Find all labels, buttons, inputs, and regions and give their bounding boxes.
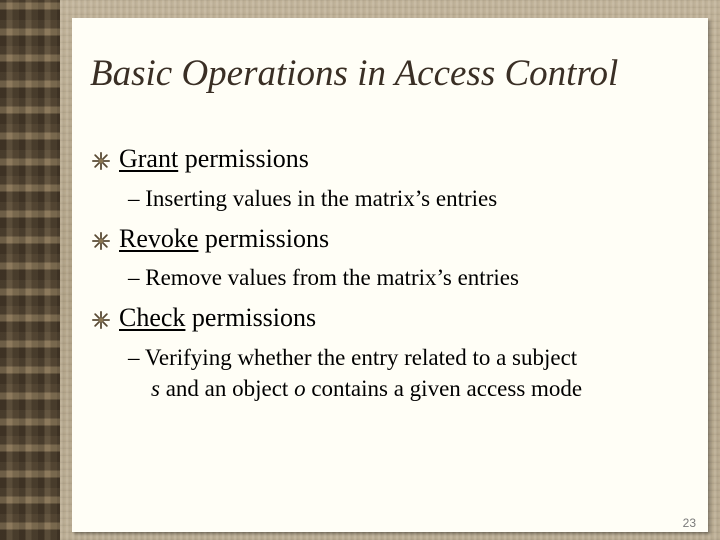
bullet-text: [119, 224, 329, 254]
sub-bullet: – Inserting values in the matrix’s entries: [128, 186, 498, 211]
bullet-rest: permissions: [178, 144, 309, 173]
sub-bullet: – Remove values from the matrix’s entries: [128, 265, 519, 290]
bullet-keyword: Revoke: [119, 224, 199, 253]
decorative-border: [0, 0, 60, 540]
sub-bullet: – Verifying whether the entry related to a subject: [128, 345, 578, 370]
slide-title: Basic Operations in Access Control: [90, 53, 619, 94]
starburst-bullet-icon: [92, 232, 110, 250]
sub-bullet-continuation: [151, 373, 582, 404]
bullet-rest: permissions: [198, 224, 330, 253]
bullet-rest: permissions: [185, 303, 317, 332]
bullet-keyword: Grant: [119, 144, 179, 173]
bullet-keyword: Check: [119, 303, 186, 332]
page-number: 23: [682, 516, 696, 530]
starburst-bullet-icon: [92, 152, 110, 170]
sub-bullet-text: s and an object o contains a given access mode: [151, 376, 583, 401]
starburst-bullet-icon: [92, 311, 110, 329]
bullet-text: [119, 303, 316, 333]
bullet-text: [119, 144, 309, 174]
